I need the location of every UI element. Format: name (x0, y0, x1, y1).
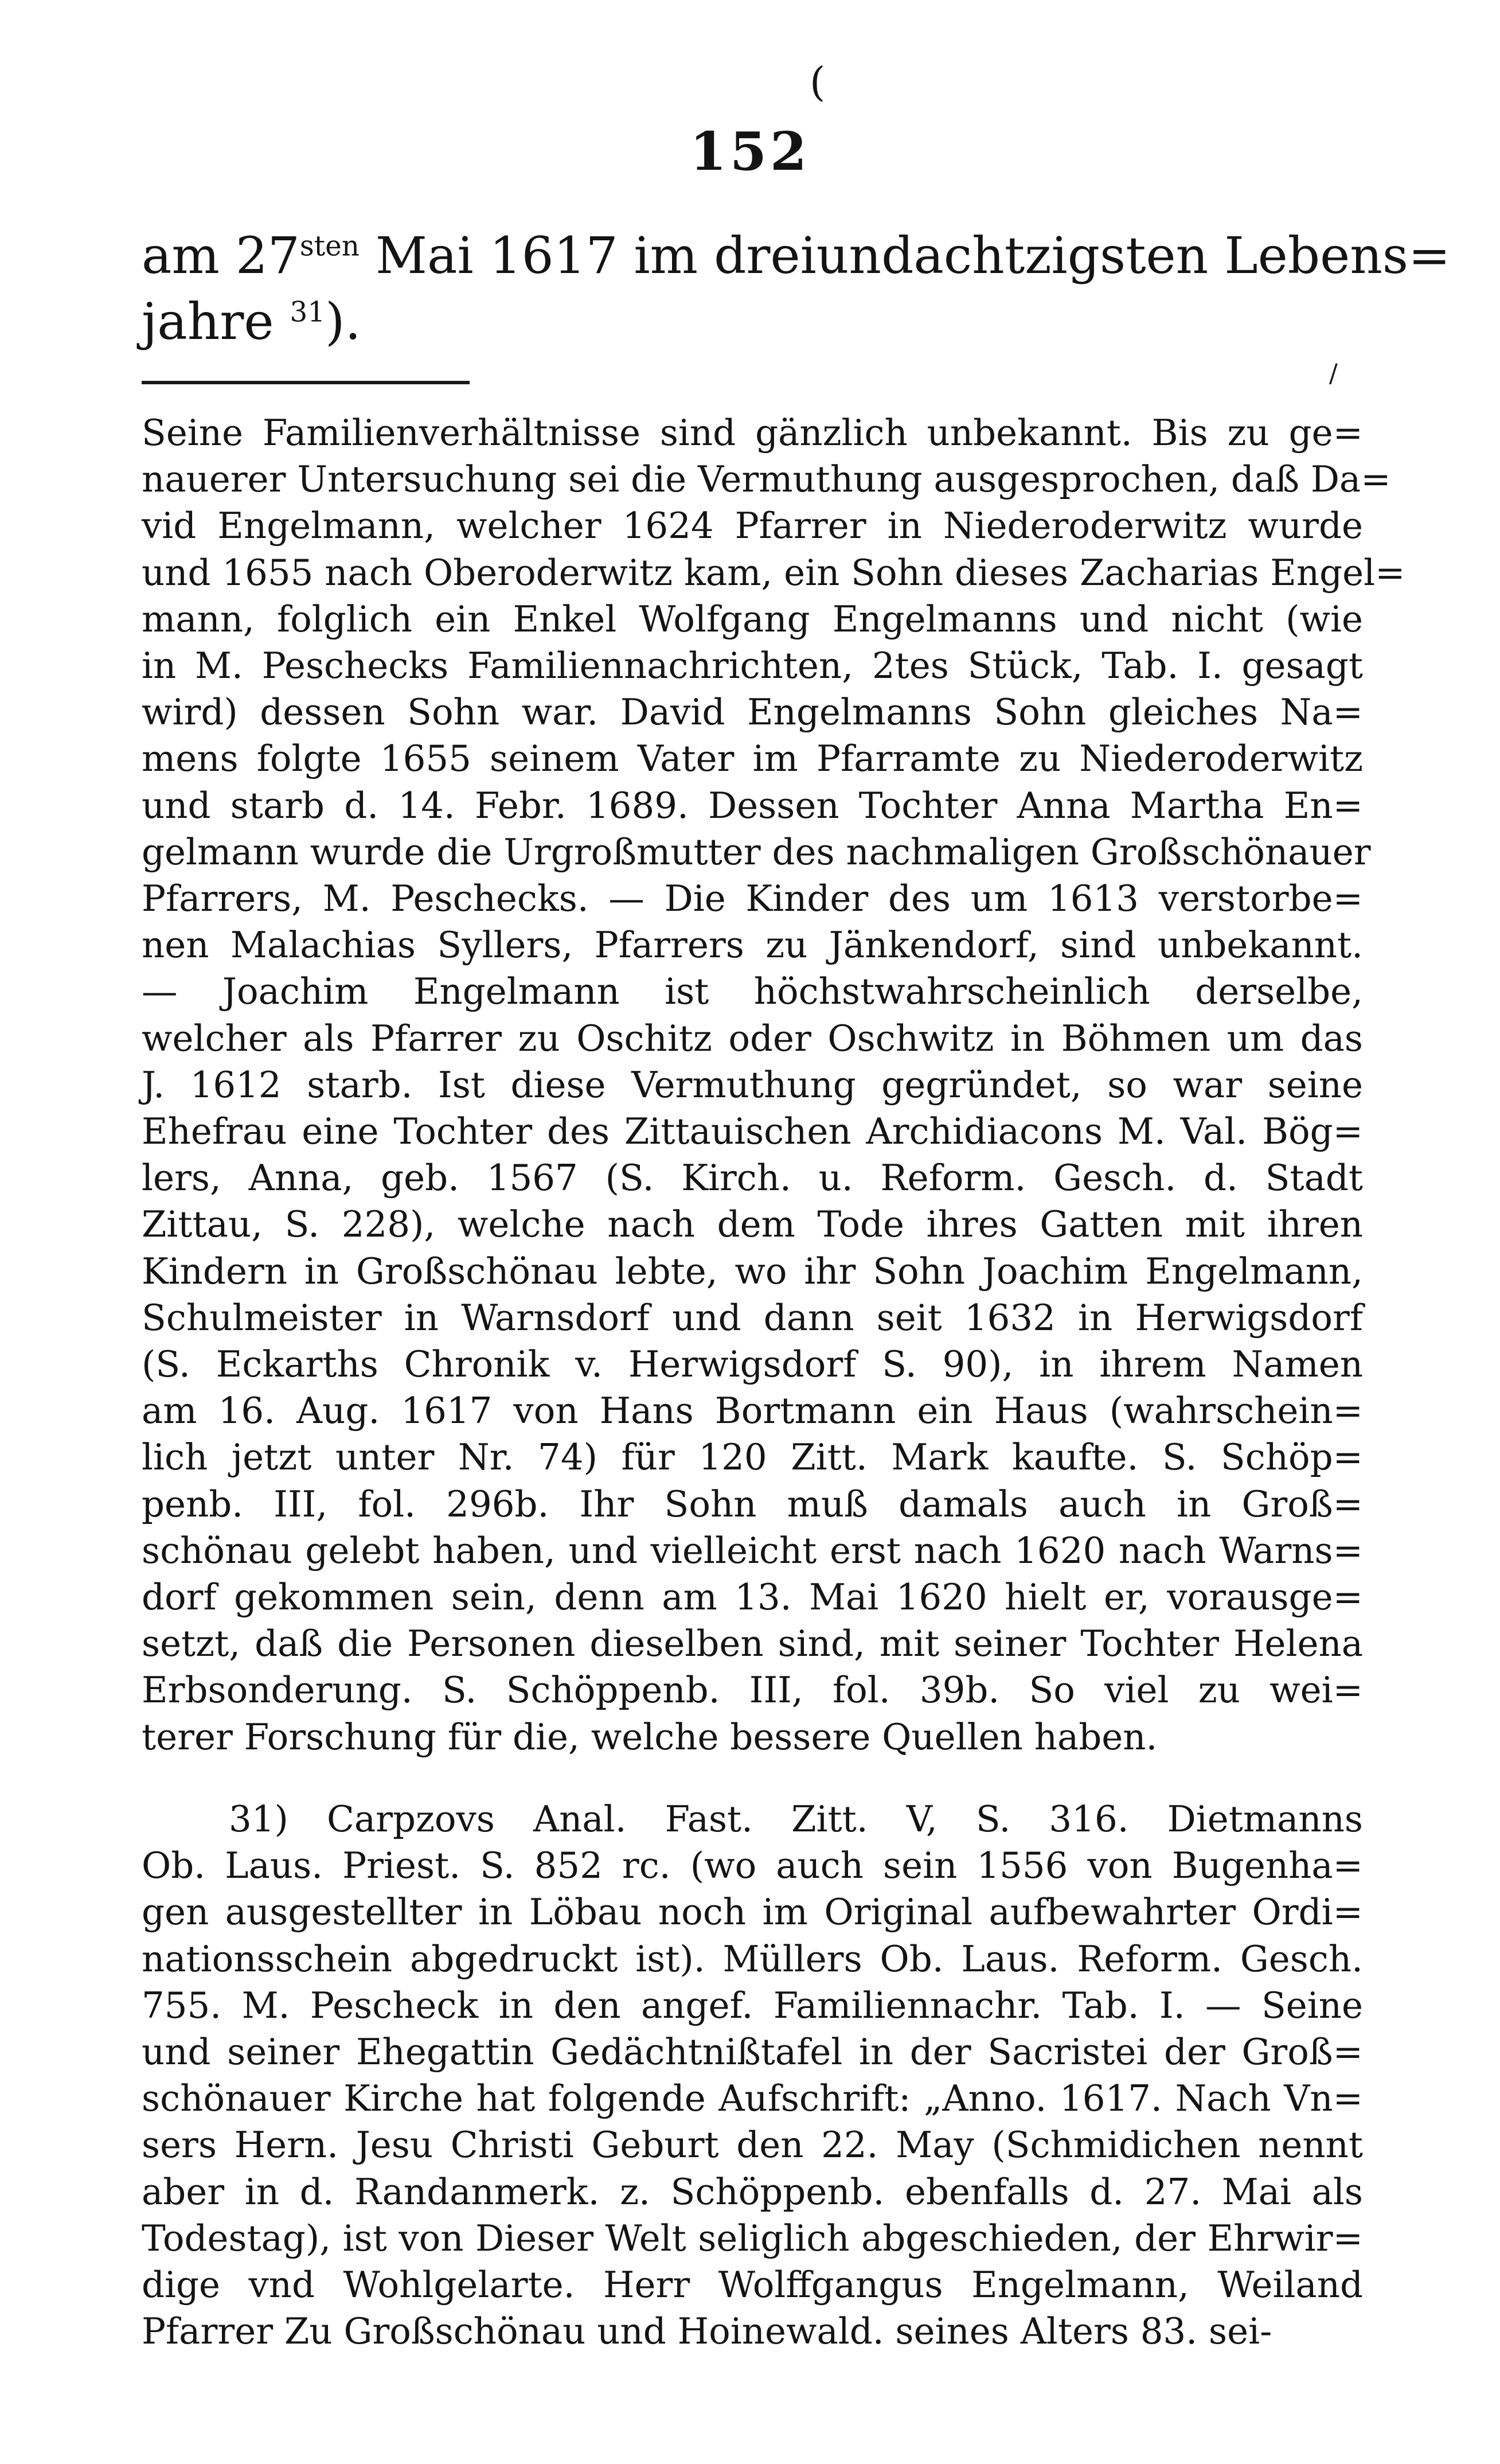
text-line: Pfarrers, M. Peschecks. — Die Kinder des um 1613 verstorbe= (142, 878, 1363, 920)
text-line: lers, Anna, geb. 1567 (S. Kirch. u. Reform. Gesch. d. Stadt (142, 1157, 1363, 1199)
text-line: — Joachim Engelmann ist höchstwahrscheinlich derselbe, (142, 970, 1363, 1013)
text-line: setzt, daß die Personen dieselben sind, mit seiner Tochter Helena (142, 1623, 1363, 1665)
text-line: jahre $^{31}$). (142, 292, 361, 351)
text-line: Erbsonderung. S. Schöppenb. III, fol. 39b. So viel zu wei= (142, 1669, 1363, 1711)
text-line: vid Engelmann, welcher 1624 Pfarrer in Niederoderwitz wurde (142, 505, 1363, 547)
text-line: J. 1612 starb. Ist diese Vermuthung gegründet, so war seine (142, 1063, 1363, 1106)
text-line: lich jetzt unter Nr. 74) für 120 Zitt. Mark kaufte. S. Schöp= (142, 1436, 1363, 1479)
text-line: mann, folglich ein Enkel Wolfgang Engelmanns und nicht (wie (142, 598, 1363, 640)
footnote-31-sources (142, 1796, 1363, 2354)
text-line: am $27^{sten}$ Mai 1617 im dreiundachtzigsten Lebens= (142, 226, 1451, 285)
text-line: mens folgte 1655 seinem Vater im Pfarramte zu Niederoderwitz (142, 738, 1363, 780)
text-line: 755. M. Pescheck in den angef. Familiennachr. Tab. I. — Seine (142, 1984, 1363, 2026)
text-line: penb. III, fol. 296b. Ihr Sohn muß damals auch in Groß= (142, 1483, 1363, 1525)
text-line: Seine Familienverhältnisse sind gänzlich unbekannt. Bis zu ge= (142, 412, 1363, 454)
text-line: nen Malachias Syllers, Pfarrers zu Jänkendorf, sind unbekannt. (142, 924, 1363, 966)
stray-tick-mark: / (1329, 359, 1338, 388)
text-line: Schulmeister in Warnsdorf und dann seit 1632 in Herwigsdorf (142, 1296, 1363, 1339)
text-line: Todestag), ist von Dieser Welt seliglich abgeschieden, der Ehrwir= (142, 2217, 1363, 2259)
text-line: und starb d. 14. Febr. 1689. Dessen Tochter Anna Martha En= (142, 784, 1363, 826)
text-line: schönauer Kirche hat folgende Aufschrift: „Anno. 1617. Nach Vn= (142, 2077, 1363, 2120)
footnote-separator-rule (142, 381, 470, 384)
text-line: terer Forschung für die, welche bessere Quellen haben. (142, 1716, 1158, 1758)
text-line: Zittau, S. 228), welche nach dem Tode ihres Gatten mit ihren (142, 1203, 1363, 1246)
footnote-family-relations (142, 410, 1405, 1760)
carry-over-text (142, 223, 1451, 354)
text-line: dige vnd Wohlgelarte. Herr Wolffgangus Engelmann, Weiland (142, 2264, 1363, 2306)
text-line: und 1655 nach Oberoderwitz kam, ein Sohn dieses Zacharias Engel= (142, 551, 1405, 594)
text-line: gelmann wurde die Urgroßmutter des nachmaligen Großschönauer (142, 831, 1371, 873)
text-line: (S. Eckarths Chronik v. Herwigsdorf S. 90), in ihrem Namen (142, 1343, 1363, 1386)
text-line: Ob. Laus. Priest. S. 852 rc. (wo auch sein 1556 von Bugenha= (142, 1845, 1363, 1887)
text-line: schönau gelebt haben, und vielleicht erst nach 1620 nach Warns= (142, 1529, 1363, 1572)
text-line: Pfarrer Zu Großschönau und Hoinewald. seines Alters 83. sei- (142, 2310, 1272, 2353)
text-line: Kindern in Großschönau lebte, wo ihr Sohn Joachim Engelmann, (142, 1250, 1363, 1292)
text-line: Ehefrau eine Tochter des Zittauischen Archidiacons M. Val. Bög= (142, 1110, 1363, 1153)
text-line: sers Hern. Jesu Christi Geburt den 22. May (Schmidichen nennt (142, 2124, 1363, 2166)
text-line: nauerer Untersuchung sei die Vermuthung ausgesprochen, daß Da= (142, 458, 1391, 501)
text-line: wird) dessen Sohn war. David Engelmanns Sohn gleiches Na= (142, 691, 1363, 734)
page-number: 152 (689, 120, 811, 182)
text-line: dorf gekommen sein, denn am 13. Mai 1620 hielt er, vorausge= (142, 1576, 1363, 1619)
text-line: in M. Peschecks Familiennachrichten, 2tes Stück, Tab. I. gesagt (142, 645, 1363, 687)
page-edge-mark: ( (810, 59, 826, 106)
text-line: am 16. Aug. 1617 von Hans Bortmann ein Haus (wahrschein= (142, 1390, 1363, 1432)
text-line: und seiner Ehegattin Gedächtnißtafel in der Sacristei der Groß= (142, 2031, 1363, 2073)
text-line: nationsschein abgedruckt ist). Müllers Ob. Laus. Reform. Gesch. (142, 1937, 1363, 1980)
text-line: gen ausgestellter in Löbau noch im Original aufbewahrter Ordi= (142, 1891, 1363, 1933)
text-line: welcher als Pfarrer zu Oschitz oder Oschwitz in Böhmen um das (142, 1017, 1363, 1059)
text-line: aber in d. Randanmerk. z. Schöppenb. ebenfalls d. 27. Mai als (142, 2170, 1363, 2213)
text-line: 31) Carpzovs Anal. Fast. Zitt. V, S. 316. Dietmanns (229, 1798, 1363, 1840)
